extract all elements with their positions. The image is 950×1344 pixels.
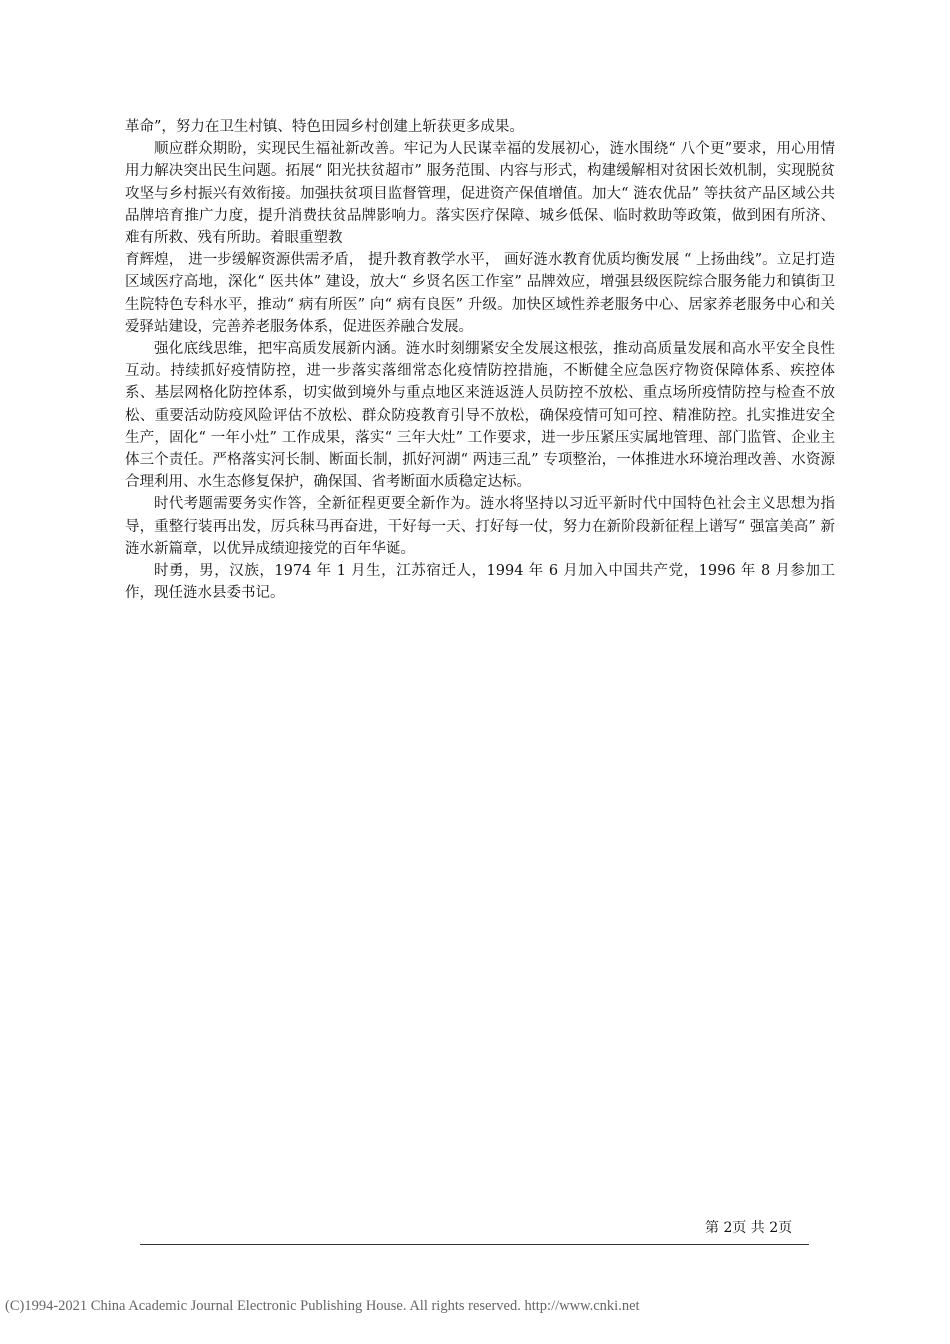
footer-divider <box>140 1244 809 1245</box>
author-bio: 时勇，男，汉族，1974 年 1 月生，江苏宿迁人，1994 年 6 月加入中国共产党，1996 年 8 月参加工作，现任涟水县委书记。 <box>125 563 835 602</box>
copyright-notice: (C)1994-2021 China Academic Journal Electronic Publishing House. All rights reserved. http://www.cnki.net <box>5 1298 640 1314</box>
paragraph-1: 革命”，努力在卫生村镇、特色田园乡村创建上斩获更多成果。 <box>125 119 524 135</box>
paragraph-4: 强化底线思维，把牢高质发展新内涵。涟水时刻绷紧安全发展这根弦，推动高质量发展和高水平安全良性互动。持续抓好疫情防控，进一步落实落细常态化疫情防控措施，不断健全应急医疗物资保障体系、疾控体系、基层网格化防控体系，切实做到境外与重点地区来涟返涟人员防控不放松、重点场所疫情防控与检查不放松、重要活动防疫风险评估不放松、群众防疫教育引导不放松，确保疫情可知可控、精准防控。扎实推进安全生产，固化“ 一年小灶” 工作成果，落实“ 三年大灶” 工作要求，进一步压紧压实属地管理、部门监管、企业主体三个责任。严格落实河长制、断面长制，抓好河湖“ 两违三乱” 专项整治，一体推进水环境治理改善、水资源合理利用、水生态修复保护，确保国、省考断面水质稳定达标。 <box>125 341 835 491</box>
paragraph-5: 时代考题需要务实作答，全新征程更要全新作为。涟水将坚持以习近平新时代中国特色社会主义思想为指导，重整行装再出发，厉兵秣马再奋进，干好每一天、打好每一仗，努力在新阶段新征程上谱写“ 强富美高” 新涟水新篇章，以优异成绩迎接党的百年华诞。 <box>125 496 835 557</box>
paragraph-2: 顺应群众期盼，实现民生福祉新改善。牢记为人民谋幸福的发展初心，涟水围绕“ 八个更”要求，用心用情用力解决突出民生问题。拓展“ 阳光扶贫超市” 服务范围、内容与形式，构建缓解相对贫困长效机制，实现脱贫攻坚与乡村振兴有效衔接。加强扶贫项目监督管理，促进资产保值增值。加大“ 涟农优品” 等扶贫产品区域公共品牌培育推广力度，提升消费扶贫品牌影响力。落实医疗保障、城乡低保、临时救助等政策，做到困有所济、难有所救、残有所助。着眼重塑教 <box>125 141 835 247</box>
article-body <box>125 116 835 604</box>
page-number: 第 2页 共 2页 <box>705 1220 793 1236</box>
paragraph-3: 育辉煌， 进一步缓解资源供需矛盾， 提升教育教学水平， 画好涟水教育优质均衡发展 “ 上扬曲线”。立足打造区域医疗高地，深化“ 医共体” 建设，放大“ 乡贤名医工作室” 品牌效应，增强县级医院综合服务能力和镇街卫生院特色专科水平，推动“ 病有所医” 向“ 病有良医” 升级。加快区域性养老服务中心、居家养老服务中心和关爱驿站建设，完善养老服务体系，促进医养融合发展。 <box>125 252 835 335</box>
